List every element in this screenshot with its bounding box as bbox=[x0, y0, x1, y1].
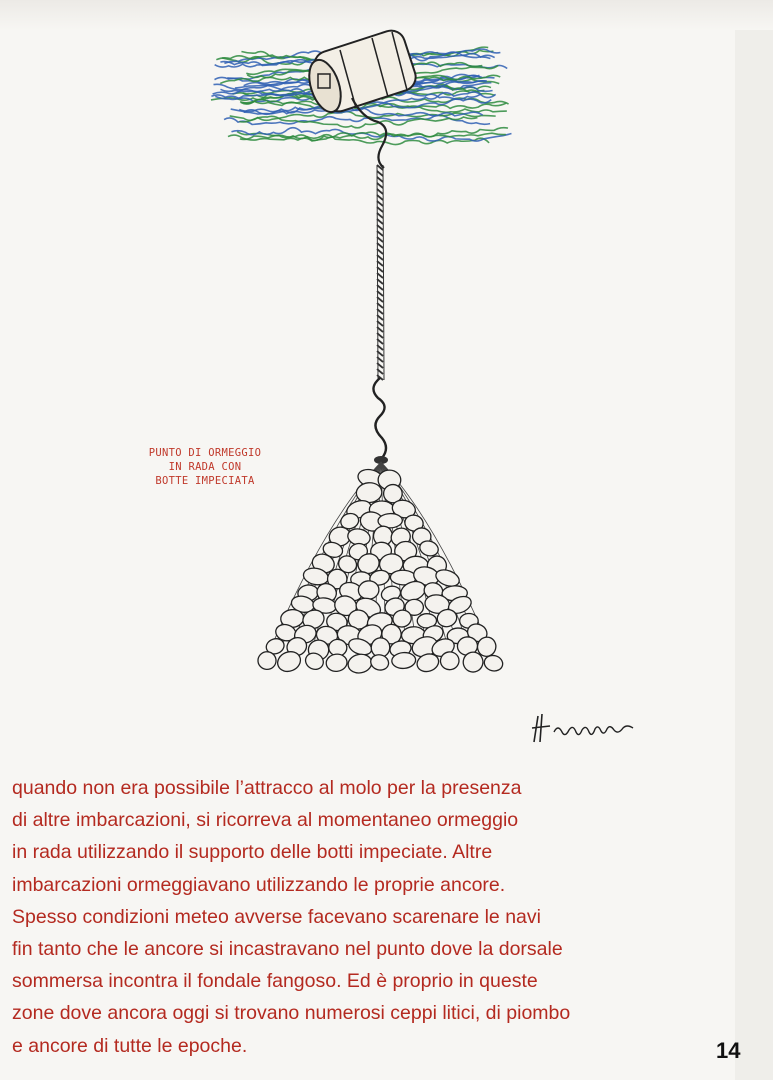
barrel-drawing bbox=[303, 27, 419, 116]
body-line: e ancore di tutte le epoche. bbox=[12, 1034, 248, 1057]
caption-line: BOTTE IMPECIATA bbox=[155, 475, 255, 487]
mooring-rope bbox=[352, 98, 388, 464]
body-line: zone dove ancora oggi si trovano numerosi ceppi litici, di piombo bbox=[12, 1002, 571, 1025]
stone-net-pile bbox=[257, 462, 504, 675]
body-line: quando non era possibile l’attracco al molo per la presenza bbox=[12, 777, 522, 799]
artist-signature bbox=[520, 708, 660, 748]
caption-line: PUNTO DI ORMEGGIO bbox=[148, 447, 262, 459]
page-number: 14 bbox=[716, 1038, 741, 1063]
body-paragraph bbox=[12, 772, 732, 1062]
illustration-caption bbox=[120, 446, 290, 488]
body-line: in rada utilizzando il supporto delle botti impeciate. Altre bbox=[12, 841, 493, 864]
caption-line: IN RADA CON bbox=[168, 461, 242, 473]
body-line: Spesso condizioni meteo avverse facevano scarenare le navi bbox=[12, 905, 541, 928]
body-line: di altre imbarcazioni, si ricorreva al momentaneo ormeggio bbox=[12, 809, 519, 832]
body-line: imbarcazioni ormeggiavano utilizzando le proprie ancore. bbox=[12, 873, 506, 896]
body-line: fin tanto che le ancore si incastravano nel punto dove la dorsale bbox=[12, 938, 563, 961]
body-line: sommersa incontra il fondale fangoso. Ed è proprio in queste bbox=[12, 970, 538, 993]
